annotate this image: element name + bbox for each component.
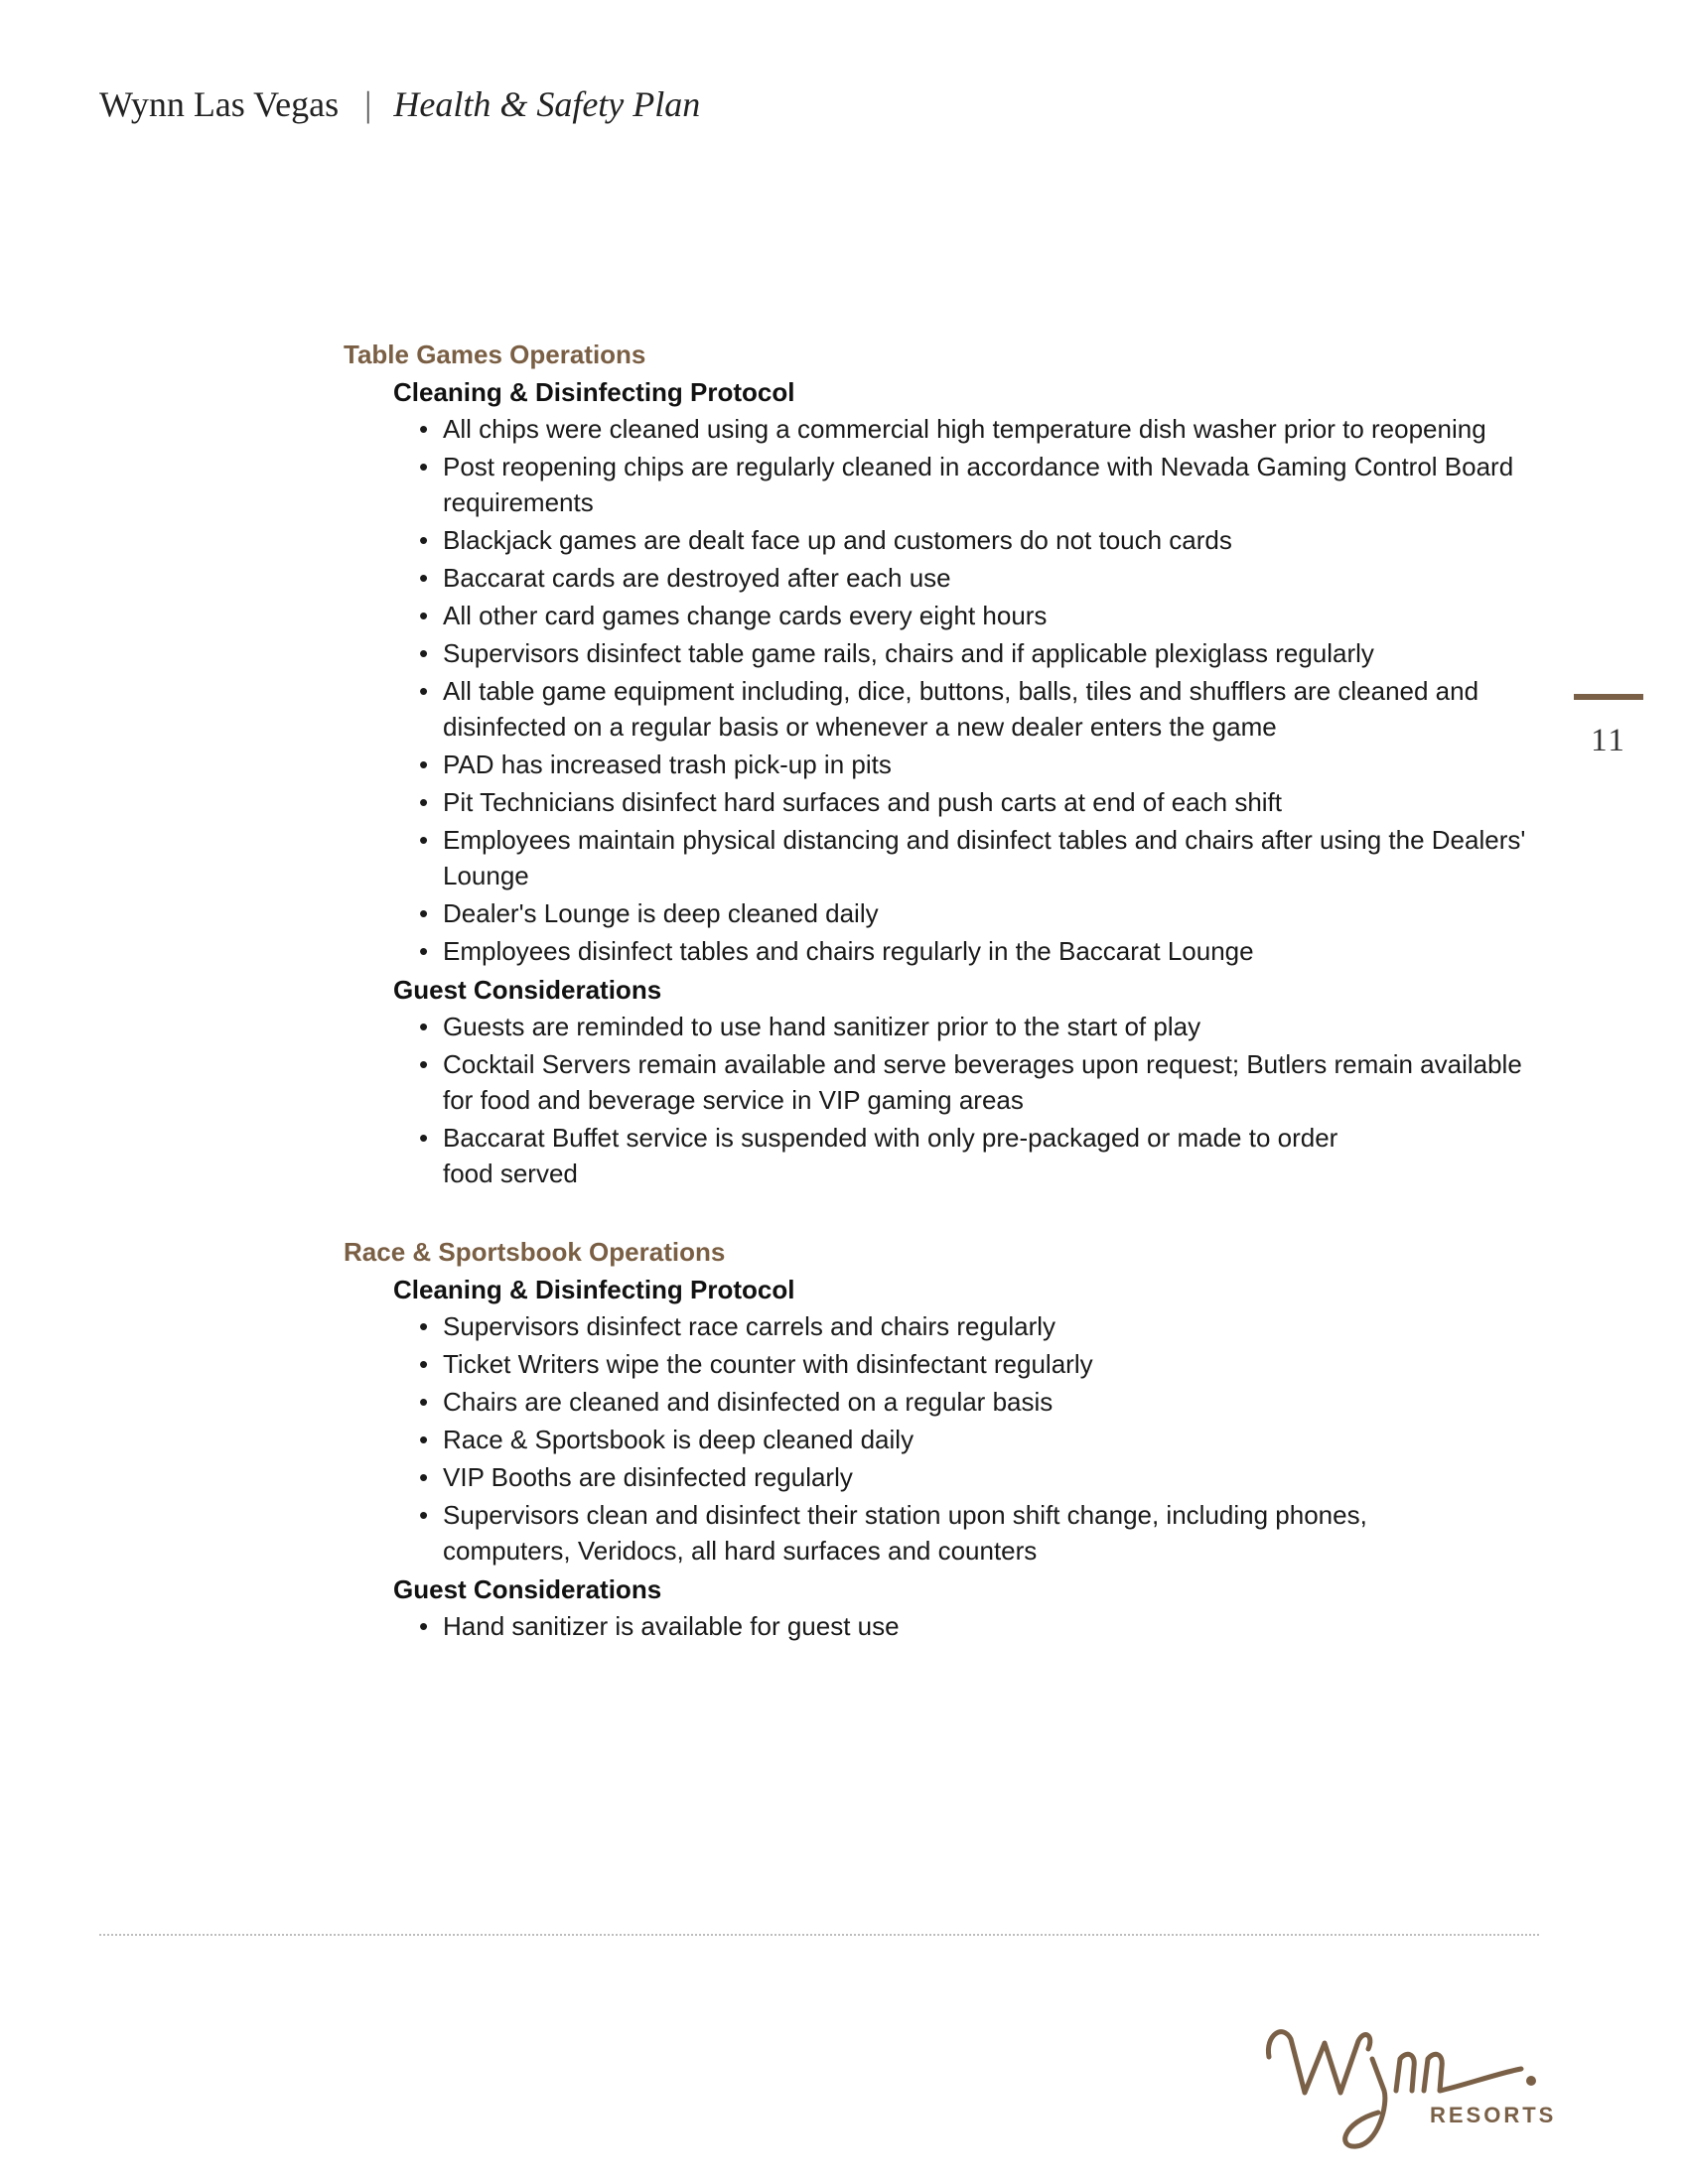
bullet-list: [443, 1009, 1555, 1193]
list-item: • Employees maintain physical distancing and disinfect tables and chairs after using the Dealers' Lounge: [443, 822, 1545, 895]
section-race-sportsbook: [344, 1233, 1555, 1646]
list-item: • Baccarat cards are destroyed after each use: [443, 560, 1545, 598]
logo-tag: RESORTS: [1430, 2103, 1557, 2127]
list-item: • Baccarat Buffet service is suspended with only pre-packaged or made to order food served: [443, 1120, 1366, 1193]
list-item: • PAD has increased trash pick-up in pits: [443, 747, 1545, 784]
list-item: • Cocktail Servers remain available and serve beverages upon request; Butlers remain available for food and beverage service in VIP gaming areas: [443, 1046, 1545, 1120]
list-item: • Supervisors clean and disinfect their station upon shift change, including phones, computers, Veridocs, all hard surfaces and counters: [443, 1497, 1416, 1570]
page-number-rule: [1574, 694, 1643, 700]
document-header: [99, 83, 700, 125]
list-item: • Hand sanitizer is available for guest use: [443, 1608, 1545, 1646]
list-item: • Dealer's Lounge is deep cleaned daily: [443, 895, 1545, 933]
bullet-list: [443, 1608, 1555, 1646]
list-item: • All other card games change cards every eight hours: [443, 598, 1545, 635]
group-heading: Guest Considerations: [393, 1574, 662, 1604]
group-heading: Guest Considerations: [393, 975, 662, 1005]
section-table-games: [344, 336, 1555, 1193]
list-item: • Pit Technicians disinfect hard surfaces and push carts at end of each shift: [443, 784, 1545, 822]
footer-divider: [99, 1934, 1539, 1936]
bullet-list: [443, 1308, 1555, 1570]
list-item: • Post reopening chips are regularly cleaned in accordance with Nevada Gaming Control Board requirements: [443, 449, 1545, 522]
list-item: • VIP Booths are disinfected regularly: [443, 1459, 1545, 1497]
list-item: • Blackjack games are dealt face up and customers do not touch cards: [443, 522, 1545, 560]
group-heading: Cleaning & Disinfecting Protocol: [393, 377, 795, 407]
list-item: • Guests are reminded to use hand sanitizer prior to the start of play: [443, 1009, 1545, 1046]
brand-name: Wynn Las Vegas: [99, 84, 340, 124]
list-item: • Supervisors disinfect table game rails, chairs and if applicable plexiglass regularly: [443, 635, 1545, 673]
list-item: • Race & Sportsbook is deep cleaned daily: [443, 1422, 1545, 1459]
document-subtitle: Health & Safety Plan: [393, 84, 701, 124]
list-item: • All chips were cleaned using a commercial high temperature dish washer prior to reopening: [443, 411, 1545, 449]
list-item: • All table game equipment including, dice, buttons, balls, tiles and shufflers are cleaned and disinfected on a regular basis or whenever a new dealer enters the game: [443, 673, 1545, 747]
header-separator: |: [364, 84, 372, 124]
list-item: • Supervisors disinfect race carrels and chairs regularly: [443, 1308, 1545, 1346]
group-heading: Cleaning & Disinfecting Protocol: [393, 1275, 795, 1304]
page-number: 11: [1591, 723, 1626, 758]
bullet-list: [443, 411, 1555, 971]
list-item: • Ticket Writers wipe the counter with disinfectant regularly: [443, 1346, 1545, 1384]
list-item: • Employees disinfect tables and chairs regularly in the Baccarat Lounge: [443, 933, 1545, 971]
section-title: Race & Sportsbook Operations: [344, 1237, 726, 1267]
list-item: • Chairs are cleaned and disinfected on a regular basis: [443, 1384, 1545, 1422]
main-content: [344, 336, 1555, 1686]
section-title: Table Games Operations: [344, 340, 646, 369]
wynn-resorts-logo: [1261, 1995, 1557, 2164]
